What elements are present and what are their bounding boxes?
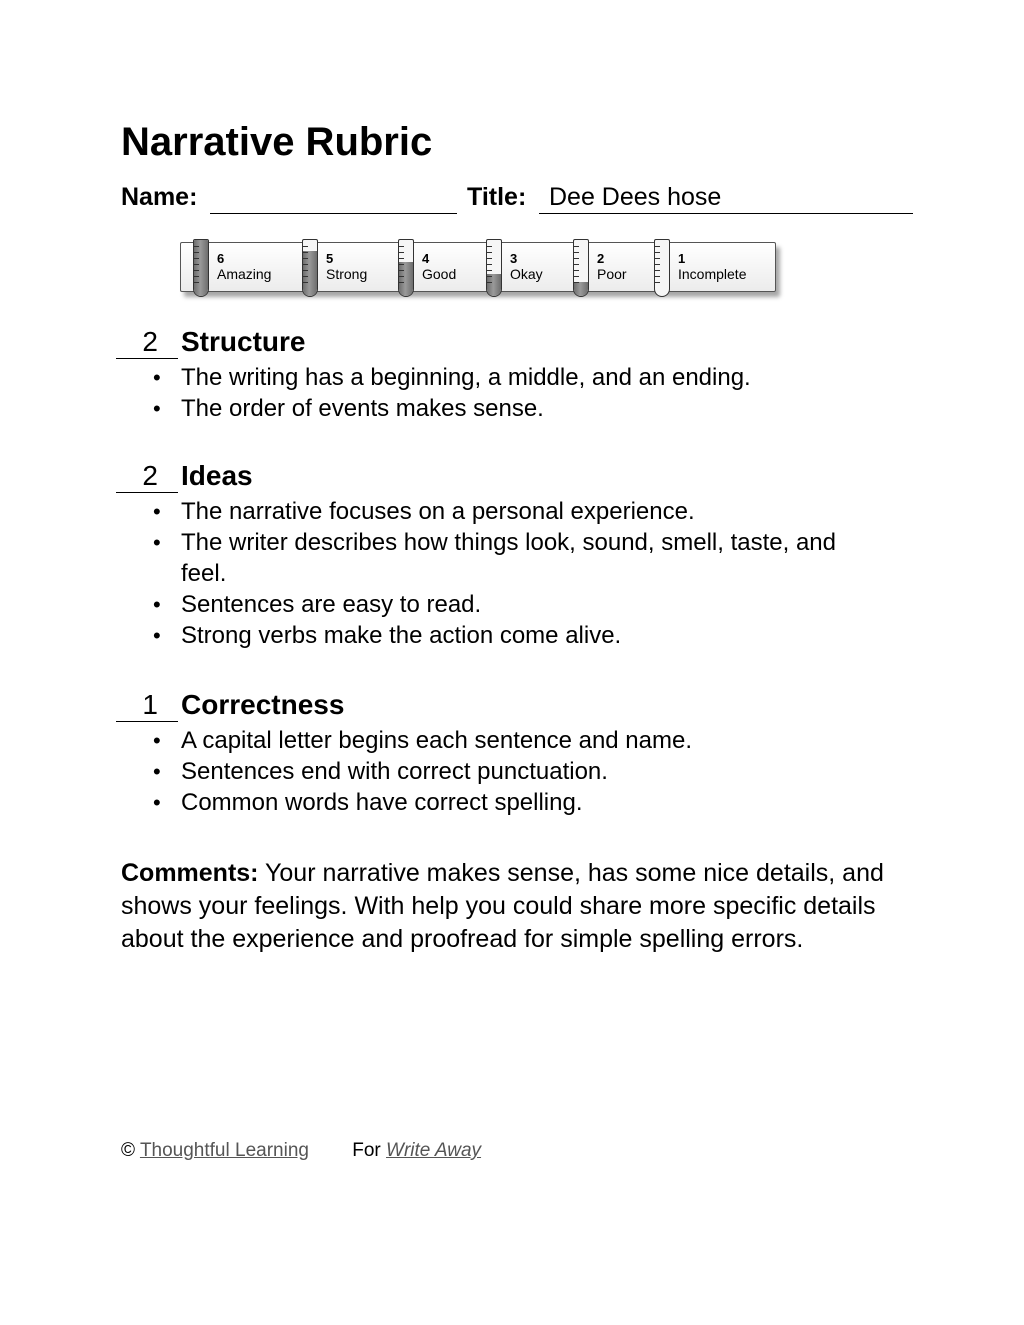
title-label: Title: (467, 183, 527, 211)
scale-word: Poor (597, 266, 627, 282)
scale-tube-6 (193, 239, 209, 297)
bullet-icon: • (153, 396, 161, 421)
scale-tube-2 (573, 239, 589, 297)
scale-tube-1 (654, 239, 670, 297)
score-field[interactable] (116, 460, 178, 493)
scale-label-5 (326, 251, 367, 283)
criteria-text: A capital letter begins each sentence and name. (181, 727, 693, 754)
comments (121, 857, 906, 956)
bullet-icon: • (153, 592, 161, 617)
scale-label-4 (422, 251, 456, 283)
scale-tube-3 (486, 239, 502, 297)
section-title: Ideas (181, 460, 253, 491)
scale-label-2 (597, 251, 627, 283)
criteria-text: The writing has a beginning, a middle, and an ending. (181, 364, 751, 391)
criteria-item (153, 393, 873, 424)
criteria-text: The order of events makes sense. (181, 395, 544, 422)
scale-number: 1 (678, 251, 686, 266)
criteria-text: The narrative focuses on a personal experience. (181, 498, 695, 525)
scale-number: 2 (597, 251, 605, 266)
scale-tube-5 (302, 239, 318, 297)
scale-label-1 (678, 251, 746, 283)
section-title: Structure (181, 326, 306, 357)
bullet-icon: • (153, 530, 161, 555)
page-title: Narrative Rubric (121, 120, 433, 164)
name-label: Name: (121, 183, 198, 211)
scale-number: 4 (422, 251, 430, 266)
bullet-icon: • (153, 790, 161, 815)
scale-tube-4 (398, 239, 414, 297)
criteria-text: Strong verbs make the action come alive. (181, 622, 622, 649)
score-value: 2 (142, 460, 158, 491)
criteria-item (153, 756, 873, 787)
scale-word: Strong (326, 266, 368, 282)
program-link[interactable]: Write Away (386, 1140, 482, 1161)
criteria-list (153, 362, 873, 424)
bullet-icon: • (153, 728, 161, 753)
title-field[interactable] (539, 213, 913, 214)
section-title: Correctness (181, 689, 345, 720)
comments-text: Your narrative makes sense, has some nice details, and shows your feelings. With help you could share more specific details about the experience and proofread for simple spelling errors. (121, 859, 884, 953)
criteria-item (153, 496, 873, 527)
title-value: Dee Dees hose (549, 183, 722, 211)
scale-tube-ticks (194, 246, 199, 286)
scale-word: Okay (510, 266, 543, 282)
criteria-item (153, 362, 873, 393)
score-field[interactable] (116, 326, 178, 359)
criteria-item (153, 787, 873, 818)
header-fields (121, 183, 921, 217)
for-text: For (352, 1140, 381, 1161)
copyright-symbol: © (121, 1140, 135, 1161)
criteria-item (153, 527, 873, 589)
criteria-text: Sentences end with correct punctuation. (181, 758, 608, 785)
score-field[interactable] (116, 689, 178, 722)
bullet-icon: • (153, 759, 161, 784)
name-field[interactable] (210, 213, 457, 214)
scale-tube-ticks (487, 246, 492, 286)
scale-tube-ticks (399, 246, 404, 286)
criteria-item (153, 620, 873, 651)
publisher-link[interactable]: Thoughtful Learning (139, 1140, 309, 1161)
scale-word: Incomplete (678, 266, 747, 282)
scale-tube-ticks (303, 246, 308, 286)
bullet-icon: • (153, 499, 161, 524)
footer (121, 1140, 481, 1162)
scale-word: Amazing (217, 266, 272, 282)
scale-label-6 (217, 251, 271, 283)
criteria-item (153, 589, 873, 620)
criteria-text: Sentences are easy to read. (181, 591, 482, 618)
rating-scale (180, 242, 776, 292)
scale-word: Good (422, 266, 457, 282)
bullet-icon: • (153, 365, 161, 390)
criteria-list (153, 725, 873, 818)
scale-label-3 (510, 251, 543, 283)
criteria-item (153, 725, 873, 756)
bullet-icon: • (153, 623, 161, 648)
criteria-text: Common words have correct spelling. (181, 789, 583, 816)
criteria-text: The writer describes how things look, sound, smell, taste, and feel. (181, 529, 836, 587)
score-value: 2 (142, 326, 158, 357)
scale-number: 6 (217, 251, 225, 266)
scale-tube-ticks (655, 246, 660, 286)
scale-number: 5 (326, 251, 334, 266)
score-value: 1 (142, 689, 158, 720)
criteria-list (153, 496, 873, 651)
scale-number: 3 (510, 251, 518, 266)
comments-label: Comments: (121, 859, 259, 887)
scale-tube-ticks (574, 246, 579, 286)
